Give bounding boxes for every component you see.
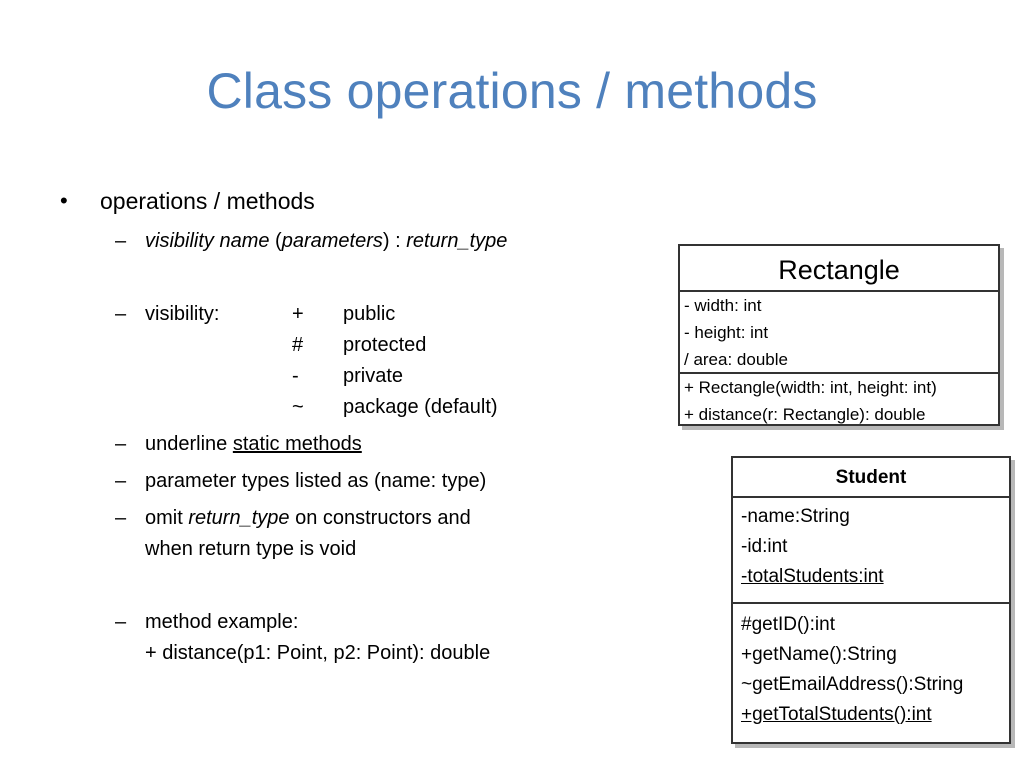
omit-suffix: on constructors and <box>289 507 471 529</box>
visibility-meaning: private <box>343 365 404 387</box>
dash: – <box>115 433 127 455</box>
student-attribute: -id:int <box>741 536 788 557</box>
example-bullet <box>145 607 490 669</box>
student-static-attribute: -totalStudents:int <box>741 566 884 587</box>
visibility-meaning: protected <box>343 334 427 356</box>
rectangle-operations <box>680 372 998 428</box>
example-label: method example: <box>145 611 299 633</box>
student-operation: ~getEmailAddress():String <box>741 674 964 695</box>
dash: – <box>115 303 127 325</box>
dash: – <box>115 611 127 633</box>
omit-return-type: return_type <box>188 507 290 529</box>
omit-line2: when return type is void <box>145 538 357 560</box>
student-static-operation: +getTotalStudents():int <box>741 704 932 725</box>
student-operation: #getID():int <box>741 614 835 635</box>
rectangle-operation: + Rectangle(width: int, height: int) <box>684 378 937 397</box>
rectangle-attribute: / area: double <box>684 350 788 369</box>
dash: – <box>115 470 127 492</box>
dash: – <box>115 230 127 252</box>
rectangle-attribute: - width: int <box>684 296 762 315</box>
visibility-symbol: - <box>292 365 299 387</box>
slide-title: Class operations / methods <box>206 63 818 119</box>
student-attribute: -name:String <box>741 506 850 527</box>
syntax-visibility-name: visibility name <box>145 230 270 252</box>
visibility-meaning: package (default) <box>343 396 498 418</box>
visibility-symbol: # <box>292 334 304 356</box>
syntax-close: ) : <box>382 230 407 252</box>
visibility-symbol: + <box>292 303 304 325</box>
student-operations <box>733 602 1009 730</box>
student-class-name: Student <box>835 467 907 488</box>
rectangle-operation: + distance(r: Rectangle): double <box>684 405 926 424</box>
rectangle-attribute: - height: int <box>684 323 769 342</box>
example-code: + distance(p1: Point, p2: Point): double <box>145 642 491 664</box>
syntax-line <box>145 226 507 257</box>
student-operation: +getName():String <box>741 644 897 665</box>
underline-bullet <box>145 429 362 460</box>
underline-prefix: underline <box>145 433 233 455</box>
visibility-label: visibility: <box>145 303 220 325</box>
syntax-open-paren: ( <box>269 230 282 252</box>
dash: – <box>115 507 127 529</box>
rectangle-class-diagram <box>678 244 1000 426</box>
visibility-symbol: ~ <box>292 396 304 418</box>
bullet-dot: • <box>60 188 68 213</box>
rectangle-class-name: Rectangle <box>778 255 900 285</box>
rectangle-attributes <box>680 290 998 372</box>
student-class-diagram <box>731 456 1011 744</box>
student-attributes <box>733 496 1009 602</box>
omit-bullet <box>145 503 471 565</box>
syntax-parameters: parameters <box>281 230 383 252</box>
omit-prefix: omit <box>145 507 189 529</box>
param-types-bullet: parameter types listed as (name: type) <box>145 470 487 492</box>
visibility-meaning: public <box>343 303 396 325</box>
main-bullet: operations / methods <box>100 188 315 214</box>
static-methods-text: static methods <box>232 433 362 455</box>
syntax-return-type: return_type <box>406 230 508 252</box>
